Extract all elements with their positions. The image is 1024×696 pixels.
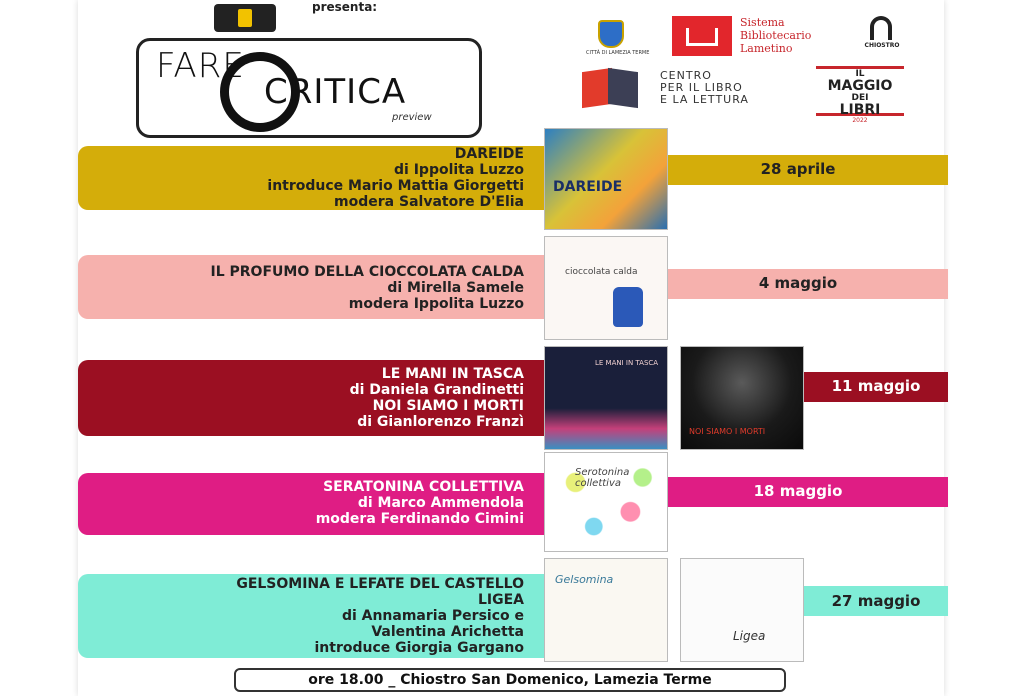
event-date: 28 aprile — [760, 160, 836, 178]
event-line: Valentina Arichetta — [371, 624, 524, 640]
cll-line: PER IL LIBRO — [660, 81, 743, 94]
cll-logo — [582, 66, 644, 108]
event-band-left — [78, 360, 544, 436]
venue-footer: ore 18.00 _ Chiostro San Domenico, Lamezia Terme — [234, 668, 786, 692]
city-shield-icon — [598, 20, 624, 48]
event-band-left — [78, 473, 544, 535]
event-text — [316, 479, 524, 527]
maggio-year: 2022 — [852, 117, 868, 124]
coffee-pot-icon — [613, 287, 643, 327]
sbl-logo — [672, 16, 732, 56]
event-band-left — [78, 574, 544, 658]
event-line: NOI SIAMO I MORTI — [372, 398, 524, 414]
fare-critica-critica: CRITICA — [264, 72, 407, 112]
arch-icon — [870, 16, 892, 40]
maggio-line: MAGGIO — [827, 78, 893, 94]
city-logo — [586, 20, 650, 58]
cover-title: LE MANI IN TASCA — [595, 359, 659, 367]
book-cover — [680, 558, 804, 662]
event-date: 4 maggio — [758, 274, 838, 292]
event-line: di Ippolita Luzzo — [394, 162, 524, 178]
sbl-line: Bibliotecario — [740, 29, 812, 42]
sbl-line: Sistema — [740, 16, 785, 29]
presenter-logo — [214, 4, 276, 32]
event-line: GELSOMINA E LEFATE DEL CASTELLO — [236, 576, 524, 592]
event-line: di Mirella Samele — [387, 280, 524, 296]
maggio-line: IL — [855, 69, 865, 79]
cover-title: Serotonina collettiva — [575, 467, 630, 489]
book-cover — [544, 128, 668, 230]
book-cover — [544, 558, 668, 662]
event-text — [236, 576, 524, 656]
event-band-left — [78, 255, 544, 319]
event-text — [211, 264, 524, 312]
fare-critica-preview: preview — [392, 112, 432, 123]
event-line: IL PROFUMO DELLA CIOCCOLATA CALDA — [210, 264, 524, 280]
book-cover — [680, 346, 804, 450]
event-line: introduce Mario Mattia Giorgetti — [267, 178, 524, 194]
event-line: DAREIDE — [454, 146, 524, 162]
cll-line: CENTRO — [660, 69, 712, 82]
event-text — [267, 146, 524, 210]
event-line: di Marco Ammendola — [357, 495, 524, 511]
event-date: 27 maggio — [831, 592, 921, 610]
event-line: di Annamaria Persico e — [341, 608, 524, 624]
fare-critica-fare: FARE — [156, 46, 245, 86]
maggio-line: DEI — [851, 93, 869, 103]
event-line: introduce Giorgia Gargano — [314, 640, 524, 656]
cover-title: NOI SIAMO I MORTI — [689, 427, 766, 436]
cover-title: cioccolata calda — [565, 267, 638, 277]
cover-title: Gelsomina — [555, 573, 614, 586]
event-line: modera Salvatore D'Elia — [334, 194, 524, 210]
book-cover — [544, 236, 668, 340]
event-band-left — [78, 146, 544, 210]
cll-line: E LA LETTURA — [660, 93, 749, 106]
book-cover — [544, 346, 668, 450]
event-date: 18 maggio — [753, 482, 843, 500]
event-date: 11 maggio — [831, 377, 921, 395]
maggio-line: LIBRI — [839, 102, 881, 118]
sbl-line: Lametino — [740, 42, 793, 55]
chiostro-logo — [860, 16, 904, 50]
event-line: LIGEA — [477, 592, 524, 608]
cover-title: DAREIDE — [553, 179, 623, 195]
presenta-label: presenta: — [312, 0, 378, 14]
book-icon — [608, 68, 638, 108]
chiostro-name: CHIOSTRO — [864, 42, 900, 49]
city-name: CITTÀ DI LAMEZIA TERME — [586, 50, 650, 56]
book-cover — [544, 452, 668, 552]
event-line: modera Ippolita Luzzo — [348, 296, 524, 312]
cover-title: Ligea — [733, 629, 766, 643]
event-line: di Daniela Grandinetti — [349, 382, 524, 398]
maggio-dei-libri-logo — [816, 66, 904, 124]
event-line: LE MANI IN TASCA — [381, 366, 524, 382]
cll-text — [660, 70, 749, 106]
event-line: di Gianlorenzo Franzì — [357, 414, 524, 430]
sbl-text — [740, 16, 811, 55]
open-book-icon — [686, 28, 718, 46]
event-line: modera Ferdinando Cimini — [315, 511, 524, 527]
event-line: SERATONINA COLLETTIVA — [323, 479, 524, 495]
event-text — [350, 366, 524, 430]
